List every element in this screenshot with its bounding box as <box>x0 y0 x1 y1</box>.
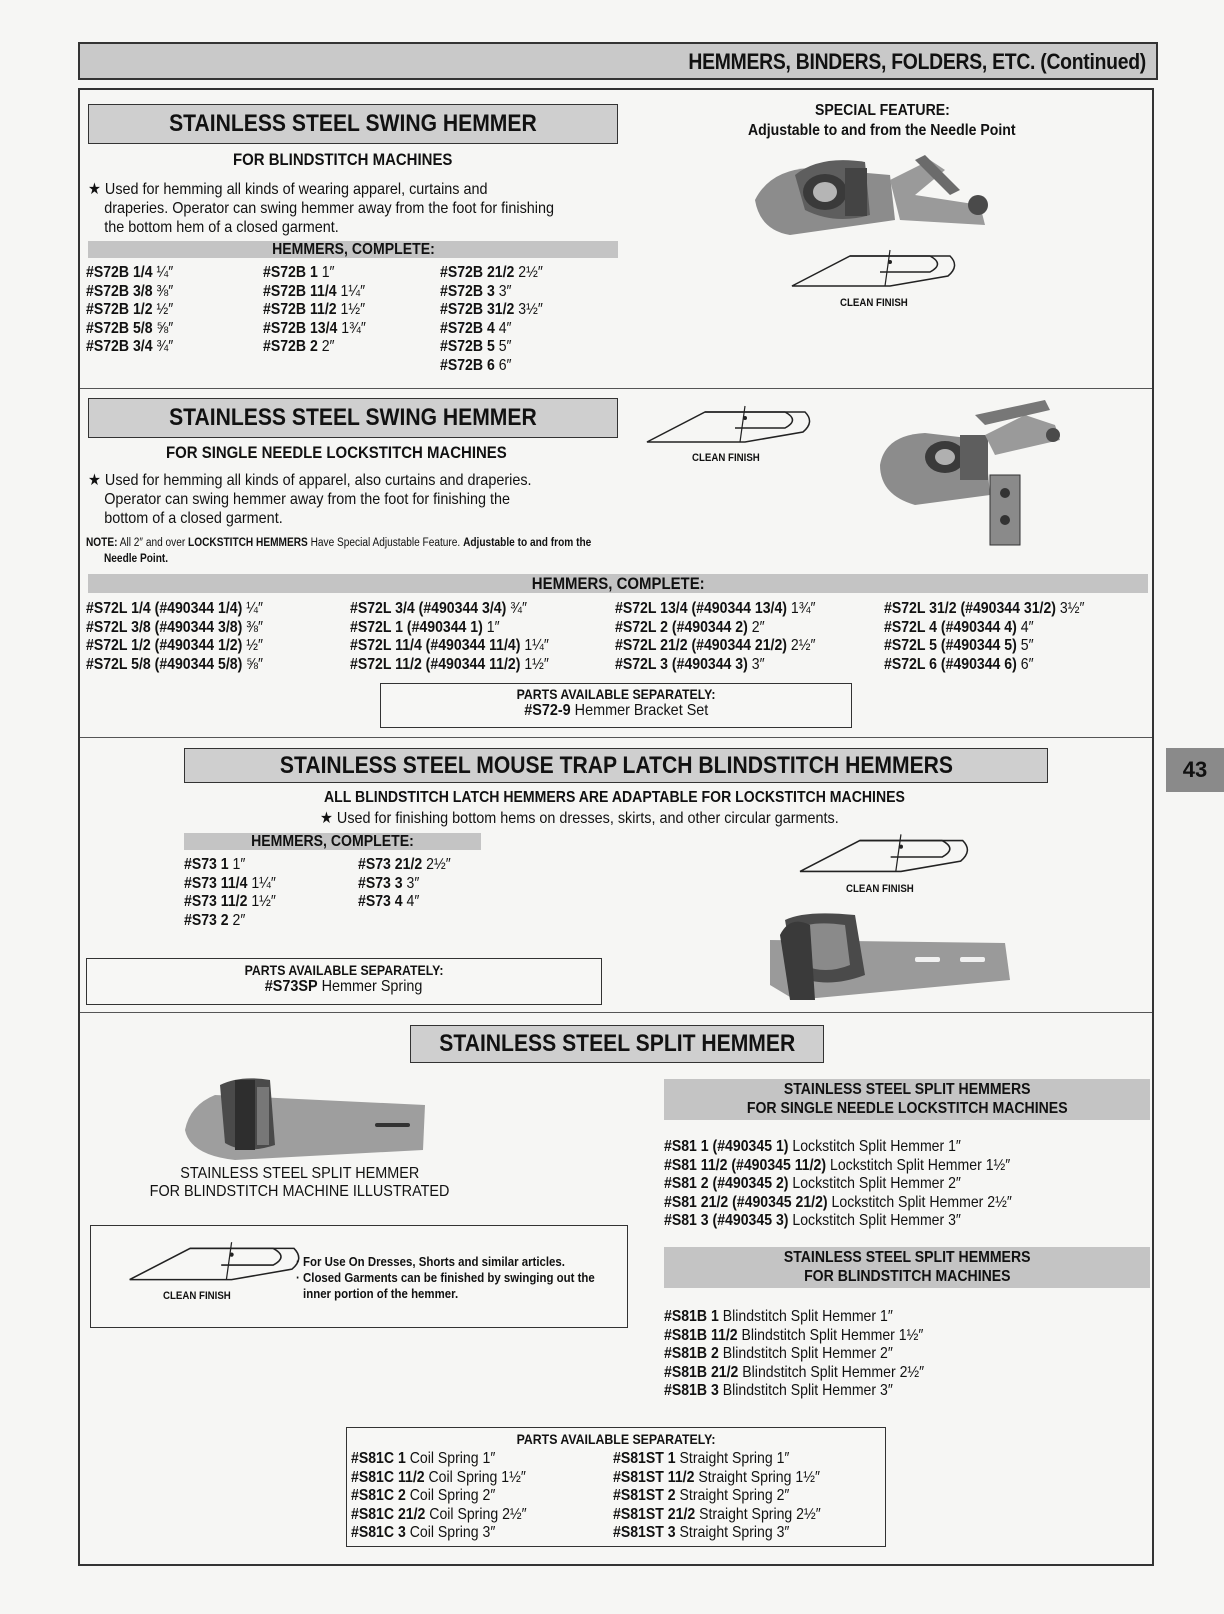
list-item: #S81ST 3 Straight Spring 3″ <box>613 1524 790 1541</box>
list-item: #S81ST 11/2 Straight Spring 1½″ <box>613 1468 820 1486</box>
blindstitch-split-list <box>664 1308 924 1401</box>
list-item: #S72B 5 5″ <box>440 338 512 355</box>
list-item: #S73 11/2 1½″ <box>184 893 276 910</box>
lockstitch-note-cont: Needle Point. <box>104 553 169 565</box>
list-item: #S72L 13/4 (#490344 13/4) 1¾″ <box>615 600 816 617</box>
product-list-col3 <box>615 600 815 674</box>
lockstitch-split-list <box>664 1138 1012 1231</box>
product-list-col1 <box>86 264 173 357</box>
list-item: #S72L 5/8 (#490344 5/8) ⅝″ <box>86 655 263 673</box>
list-item: #S72B 1/4 ¼″ <box>86 264 174 281</box>
list-item: #S72L 1/4 (#490344 1/4) ¼″ <box>86 600 263 617</box>
list-item: #S81 2 (#490345 2) Lockstitch Split Hemmer 2″ <box>664 1175 961 1192</box>
product-list-col2 <box>263 264 366 357</box>
section-subtitle: FOR BLINDSTITCH MACHINES <box>233 150 453 169</box>
list-item: #S72L 3/8 (#490344 3/8) ⅜″ <box>86 618 263 636</box>
split-hemmer-photo <box>175 1075 435 1165</box>
header-bar <box>78 42 1158 80</box>
list-item: #S72B 31/2 3½″ <box>440 301 543 318</box>
list-item: #S73 3 3″ <box>358 874 420 892</box>
special-feature-text: Adjustable to and from the Needle Point <box>748 122 1016 139</box>
product-list-col1 <box>184 856 276 930</box>
product-list-col4 <box>884 600 1084 674</box>
list-item: #S72L 11/2 (#490344 11/2) 1½″ <box>350 655 549 673</box>
star-icon: ★ <box>88 181 105 198</box>
list-item: #S81B 11/2 Blindstitch Split Hemmer 1½″ <box>664 1326 924 1344</box>
star-icon: ★ <box>88 472 105 489</box>
lockstitch-split-band: STAINLESS STEEL SPLIT HEMMERS FOR SINGLE NEEDLE LOCKSTITCH MACHINES <box>664 1079 1150 1120</box>
clean-finish-diagram <box>126 1238 306 1290</box>
list-item: #S72B 4 4″ <box>440 319 512 337</box>
list-item: #S72B 3 3″ <box>440 282 512 300</box>
list-item: #S81ST 2 Straight Spring 2″ <box>613 1487 790 1504</box>
page-number-tab: 43 <box>1166 748 1224 792</box>
lockstitch-hemmer-photo <box>875 395 1095 550</box>
list-item: #S81B 21/2 Blindstitch Split Hemmer 2½″ <box>664 1363 925 1381</box>
lockstitch-note: NOTE: All 2″ and over LOCKSTITCH HEMMERS Have Special Adjustable Feature. Adjustable to and from the <box>86 537 592 549</box>
mouse-trap-hemmer-photo <box>765 905 1015 1005</box>
special-feature-title: SPECIAL FEATURE: <box>815 102 950 119</box>
swing-hemmer-photo <box>750 150 1020 250</box>
list-item: #S72L 4 (#490344 4) 4″ <box>884 618 1034 636</box>
straight-spring-list <box>613 1450 821 1543</box>
list-item: #S81C 11/2 Coil Spring 1½″ <box>351 1468 526 1486</box>
section-subtitle: FOR SINGLE NEEDLE LOCKSTITCH MACHINES <box>166 443 507 462</box>
list-item: #S72L 5 (#490344 5) 5″ <box>884 637 1034 654</box>
list-item: #S72B 6 6″ <box>440 356 512 374</box>
list-item: #S72L 6 (#490344 6) 6″ <box>884 655 1034 673</box>
clean-finish-label: CLEAN FINISH <box>692 452 760 464</box>
clean-finish-box <box>90 1225 628 1328</box>
split-hemmer-caption: STAINLESS STEEL SPLIT HEMMER FOR BLINDSTITCH MACHINE ILLUSTRATED <box>150 1165 450 1200</box>
springs-parts-box: PARTS AVAILABLE SEPARATELY: #S81C 1 Coil Spring 1″ #S81C 11/2 Coil Spring 1½″ #S81C 2 Coil Spring 2″ #S81C 21/2 Coil Spring 2½″ #S81C 3 Coil Spring 3″ #S81ST 1 Straight Spring 1″ #S81ST 11/2 Straight Spring 1½″ #S81ST 2 Straight Spring 2″ #S81ST 21/2 Straight Spring 2½″ #S81ST 3 Straight Spring 3″ <box>346 1427 886 1547</box>
list-item: #S72L 31/2 (#490344 31/2) 3½″ <box>884 600 1085 617</box>
coil-spring-list <box>351 1450 527 1543</box>
list-item: #S72B 5/8 ⅝″ <box>86 319 174 337</box>
section-title: STAINLESS STEEL SWING HEMMER <box>88 104 618 144</box>
list-item: #S81 1 (#490345 1) Lockstitch Split Hemmer 1″ <box>664 1138 961 1155</box>
clean-finish-label: CLEAN FINISH <box>840 297 908 309</box>
list-item: #S81C 3 Coil Spring 3″ <box>351 1524 496 1541</box>
list-item: #S81B 1 Blindstitch Split Hemmer 1″ <box>664 1308 893 1325</box>
header-title: HEMMERS, BINDERS, FOLDERS, ETC. (Continued) <box>688 49 1146 74</box>
parts-box: PARTS AVAILABLE SEPARATELY: #S73SP Hemmer Spring <box>86 958 602 1005</box>
list-item: #S73 1 1″ <box>184 856 246 873</box>
list-item: #S81C 1 Coil Spring 1″ <box>351 1450 496 1467</box>
section-title: STAINLESS STEEL SWING HEMMER <box>88 398 618 438</box>
list-item: #S72L 2 (#490344 2) 2″ <box>615 618 765 636</box>
section-subtitle: ALL BLINDSTITCH LATCH HEMMERS ARE ADAPTABLE FOR LOCKSTITCH MACHINES <box>324 789 905 806</box>
list-item: #S72B 11/4 1¼″ <box>263 282 366 300</box>
list-heading-band: HEMMERS, COMPLETE: <box>184 833 481 850</box>
product-list-col1 <box>86 600 263 674</box>
clean-finish-label: CLEAN FINISH <box>846 883 914 895</box>
list-item: #S72B 13/4 1¾″ <box>263 319 366 337</box>
list-heading-band: HEMMERS, COMPLETE: <box>88 241 618 258</box>
list-item: #S72B 3/8 ⅜″ <box>86 282 174 300</box>
product-list-col2 <box>350 600 549 674</box>
star-icon: ★ <box>320 810 337 827</box>
list-item: #S81C 21/2 Coil Spring 2½″ <box>351 1505 527 1523</box>
product-list-col3 <box>440 264 543 375</box>
section-title: STAINLESS STEEL SPLIT HEMMER <box>410 1025 824 1063</box>
clean-finish-diagram <box>640 402 820 452</box>
list-item: #S81B 3 Blindstitch Split Hemmer 3″ <box>664 1382 893 1399</box>
list-item: #S72B 2 2″ <box>263 338 335 355</box>
list-item: #S72L 1 (#490344 1) 1″ <box>350 618 500 636</box>
list-item: #S81ST 1 Straight Spring 1″ <box>613 1450 790 1467</box>
list-heading-band: HEMMERS, COMPLETE: <box>88 574 1148 593</box>
clean-finish-label: CLEAN FINISH <box>163 1290 231 1302</box>
list-item: #S81C 2 Coil Spring 2″ <box>351 1487 496 1504</box>
blindstitch-split-band: STAINLESS STEEL SPLIT HEMMERS FOR BLINDSTITCH MACHINES <box>664 1247 1150 1288</box>
list-item: #S81 21/2 (#490345 21/2) Lockstitch Split Hemmer 2½″ <box>664 1193 1012 1211</box>
list-item: #S73 2 2″ <box>184 911 246 929</box>
list-item: #S72B 1/2 ½″ <box>86 301 174 318</box>
section-divider <box>80 1012 1152 1013</box>
section-divider <box>80 388 1152 389</box>
clean-finish-diagram <box>790 246 960 296</box>
list-item: #S81 11/2 (#490345 11/2) Lockstitch Split Hemmer 1½″ <box>664 1156 1011 1174</box>
list-item: #S73 21/2 2½″ <box>358 856 451 873</box>
description: ★ Used for hemming all kinds of wearing apparel, curtains and draperies. Operator can swing hemmer away from the foot for finishing the bottom hem of a closed garment. <box>88 181 555 236</box>
list-item: #S73 11/4 1¼″ <box>184 874 276 892</box>
section-divider <box>80 737 1152 738</box>
list-item: #S73 4 4″ <box>358 893 420 910</box>
list-item: #S72B 1 1″ <box>263 264 335 281</box>
list-item: #S81 3 (#490345 3) Lockstitch Split Hemmer 3″ <box>664 1212 961 1229</box>
list-item: #S72L 11/4 (#490344 11/4) 1¼″ <box>350 637 549 654</box>
list-item: #S81B 2 Blindstitch Split Hemmer 2″ <box>664 1345 893 1362</box>
description: ★ Used for hemming all kinds of apparel, also curtains and draperies. Operator can swing hemmer away from the foot for finishing the bottom of a closed garment. <box>88 472 532 527</box>
list-item: #S72B 21/2 2½″ <box>440 264 543 281</box>
list-item: #S81ST 21/2 Straight Spring 2½″ <box>613 1505 821 1523</box>
section-title: STAINLESS STEEL MOUSE TRAP LATCH BLINDSTITCH HEMMERS <box>184 748 1048 783</box>
list-item: #S72L 1/2 (#490344 1/2) ½″ <box>86 637 263 654</box>
usage-bullets: · For Use On Dresses, Shorts and similar articles. · Closed Garments can be finished by swinging out the inner portion of the hemmer. <box>296 1254 595 1301</box>
list-item: #S72L 3 (#490344 3) 3″ <box>615 655 765 673</box>
parts-box: PARTS AVAILABLE SEPARATELY: #S72-9 Hemmer Bracket Set <box>380 683 852 728</box>
product-list-col2 <box>358 856 451 912</box>
list-item: #S72B 11/2 1½″ <box>263 301 366 318</box>
list-item: #S72B 3/4 ¾″ <box>86 338 174 355</box>
clean-finish-diagram <box>798 830 973 882</box>
list-item: #S72L 3/4 (#490344 3/4) ¾″ <box>350 600 527 617</box>
description: ★ Used for finishing bottom hems on dresses, skirts, and other circular garments. <box>320 810 839 827</box>
list-item: #S72L 21/2 (#490344 21/2) 2½″ <box>615 637 816 654</box>
